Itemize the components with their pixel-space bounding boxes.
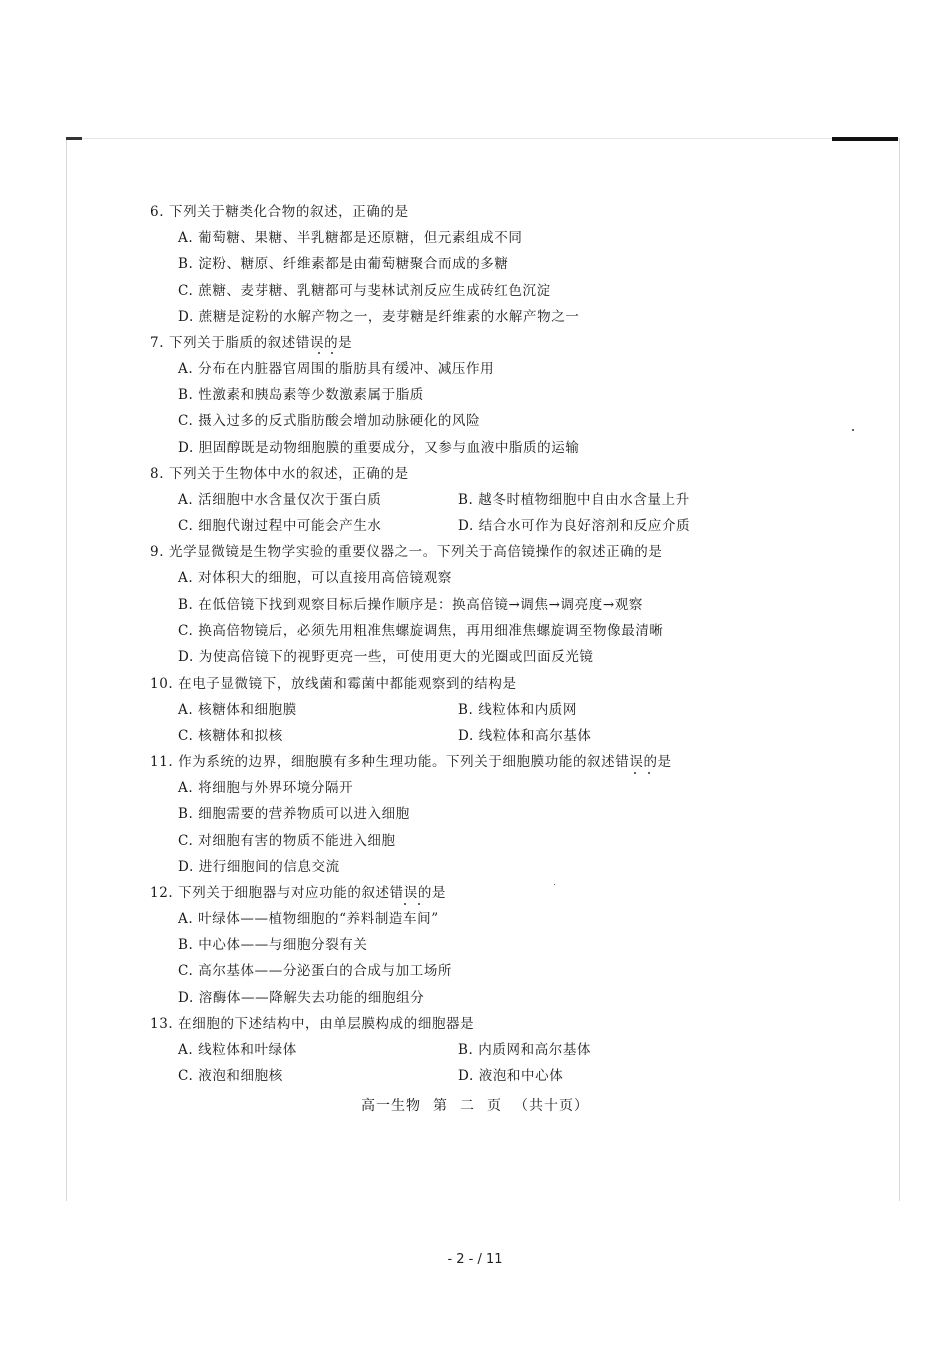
option: D. 线粒体和高尔基体 (458, 728, 592, 744)
option: C. 蔗糖、麦芽糖、乳糖都可与斐林试剂反应生成砖红色沉淀 (178, 283, 551, 299)
question-stem: 13. 在细胞的下述结构中，由单层膜构成的细胞器是 (150, 1016, 475, 1032)
question-stem: 10. 在电子显微镜下，放线菌和霉菌中都能观察到的结构是 (150, 676, 517, 692)
footer-page-num: 二 (460, 1098, 475, 1114)
footer-page-unit: 页 (487, 1098, 502, 1114)
option: C. 换高倍物镜后，必须先用粗准焦螺旋调焦，再用细准焦螺旋调至物像最清晰 (178, 623, 664, 639)
option: A. 分布在内脏器官周围的脂肪具有缓冲、减压作用 (178, 361, 495, 377)
option: A. 核糖体和细胞膜 (178, 702, 297, 718)
option: B. 淀粉、糖原、纤维素都是由葡萄糖聚合而成的多糖 (178, 256, 509, 272)
option: B. 中心体——与细胞分裂有关 (178, 937, 368, 953)
option: C. 对细胞有害的物质不能进入细胞 (178, 833, 396, 849)
option: A. 对体积大的细胞，可以直接用高倍镜观察 (178, 570, 452, 586)
option: C. 摄入过多的反式脂肪酸会增加动脉硬化的风险 (178, 413, 481, 429)
emphasis-dot (418, 903, 420, 905)
question-stem: 6. 下列关于糖类化合物的叙述，正确的是 (150, 204, 409, 220)
option: B. 细胞需要的营养物质可以进入细胞 (178, 806, 410, 822)
corner-mark (66, 137, 82, 140)
footer-total: （共十页） (514, 1098, 589, 1114)
option: D. 蔗糖是淀粉的水解产物之一，麦芽糖是纤维素的水解产物之一 (178, 309, 580, 325)
scan-speck (852, 429, 854, 431)
emphasis-dot (404, 903, 406, 905)
option: A. 叶绿体——植物细胞的“养料制造车间” (178, 911, 439, 927)
emphasis-dot (331, 352, 333, 354)
question-stem: 11. 作为系统的边界，细胞膜有多种生理功能。下列关于细胞膜功能的叙述错误的是 (150, 754, 672, 770)
page-indicator: - 2 - / 11 (447, 1252, 503, 1267)
page-footer (0, 1095, 950, 1115)
emphasis-dot (648, 772, 650, 774)
question-stem: 9. 光学显微镜是生物学实验的重要仪器之一。下列关于高倍镜操作的叙述正确的是 (150, 544, 663, 560)
question-stem: 12. 下列关于细胞器与对应功能的叙述错误的是 (150, 885, 447, 901)
footer-page-word: 第 (433, 1098, 448, 1114)
option: C. 细胞代谢过程中可能会产生水 (178, 518, 382, 534)
question-stem: 7. 下列关于脂质的叙述错误的是 (150, 335, 353, 351)
option: D. 溶酶体——降解失去功能的细胞组分 (178, 990, 425, 1006)
option: B. 性激素和胰岛素等少数激素属于脂质 (178, 387, 424, 403)
option: C. 核糖体和拟核 (178, 728, 283, 744)
corner-bar (832, 137, 898, 141)
emphasis-dot (318, 352, 320, 354)
option: D. 液泡和中心体 (458, 1068, 564, 1084)
option: D. 进行细胞间的信息交流 (178, 859, 340, 875)
footer-subject: 高一生物 (361, 1098, 421, 1114)
option: B. 内质网和高尔基体 (458, 1042, 592, 1058)
option: D. 为使高倍镜下的视野更亮一些，可使用更大的光圈或凹面反光镜 (178, 649, 594, 665)
option: C. 高尔基体——分泌蛋白的合成与加工场所 (178, 963, 453, 979)
option: A. 葡萄糖、果糖、半乳糖都是还原糖，但元素组成不同 (178, 230, 523, 246)
option: C. 液泡和细胞核 (178, 1068, 283, 1084)
option: A. 将细胞与外界环境分隔开 (178, 780, 354, 796)
option: A. 线粒体和叶绿体 (178, 1042, 297, 1058)
option: B. 越冬时植物细胞中自由水含量上升 (458, 492, 690, 508)
emphasis-dot (634, 772, 636, 774)
scan-speck (554, 884, 555, 885)
question-stem: 8. 下列关于生物体中水的叙述，正确的是 (150, 466, 409, 482)
option: B. 线粒体和内质网 (458, 702, 578, 718)
option: D. 胆固醇既是动物细胞膜的重要成分，又参与血液中脂质的运输 (178, 440, 580, 456)
option: D. 结合水可作为良好溶剂和反应介质 (458, 518, 691, 534)
option: B. 在低倍镜下找到观察目标后操作顺序是：换高倍镜→调焦→调亮度→观察 (178, 597, 643, 613)
option: A. 活细胞中水含量仅次于蛋白质 (178, 492, 382, 508)
